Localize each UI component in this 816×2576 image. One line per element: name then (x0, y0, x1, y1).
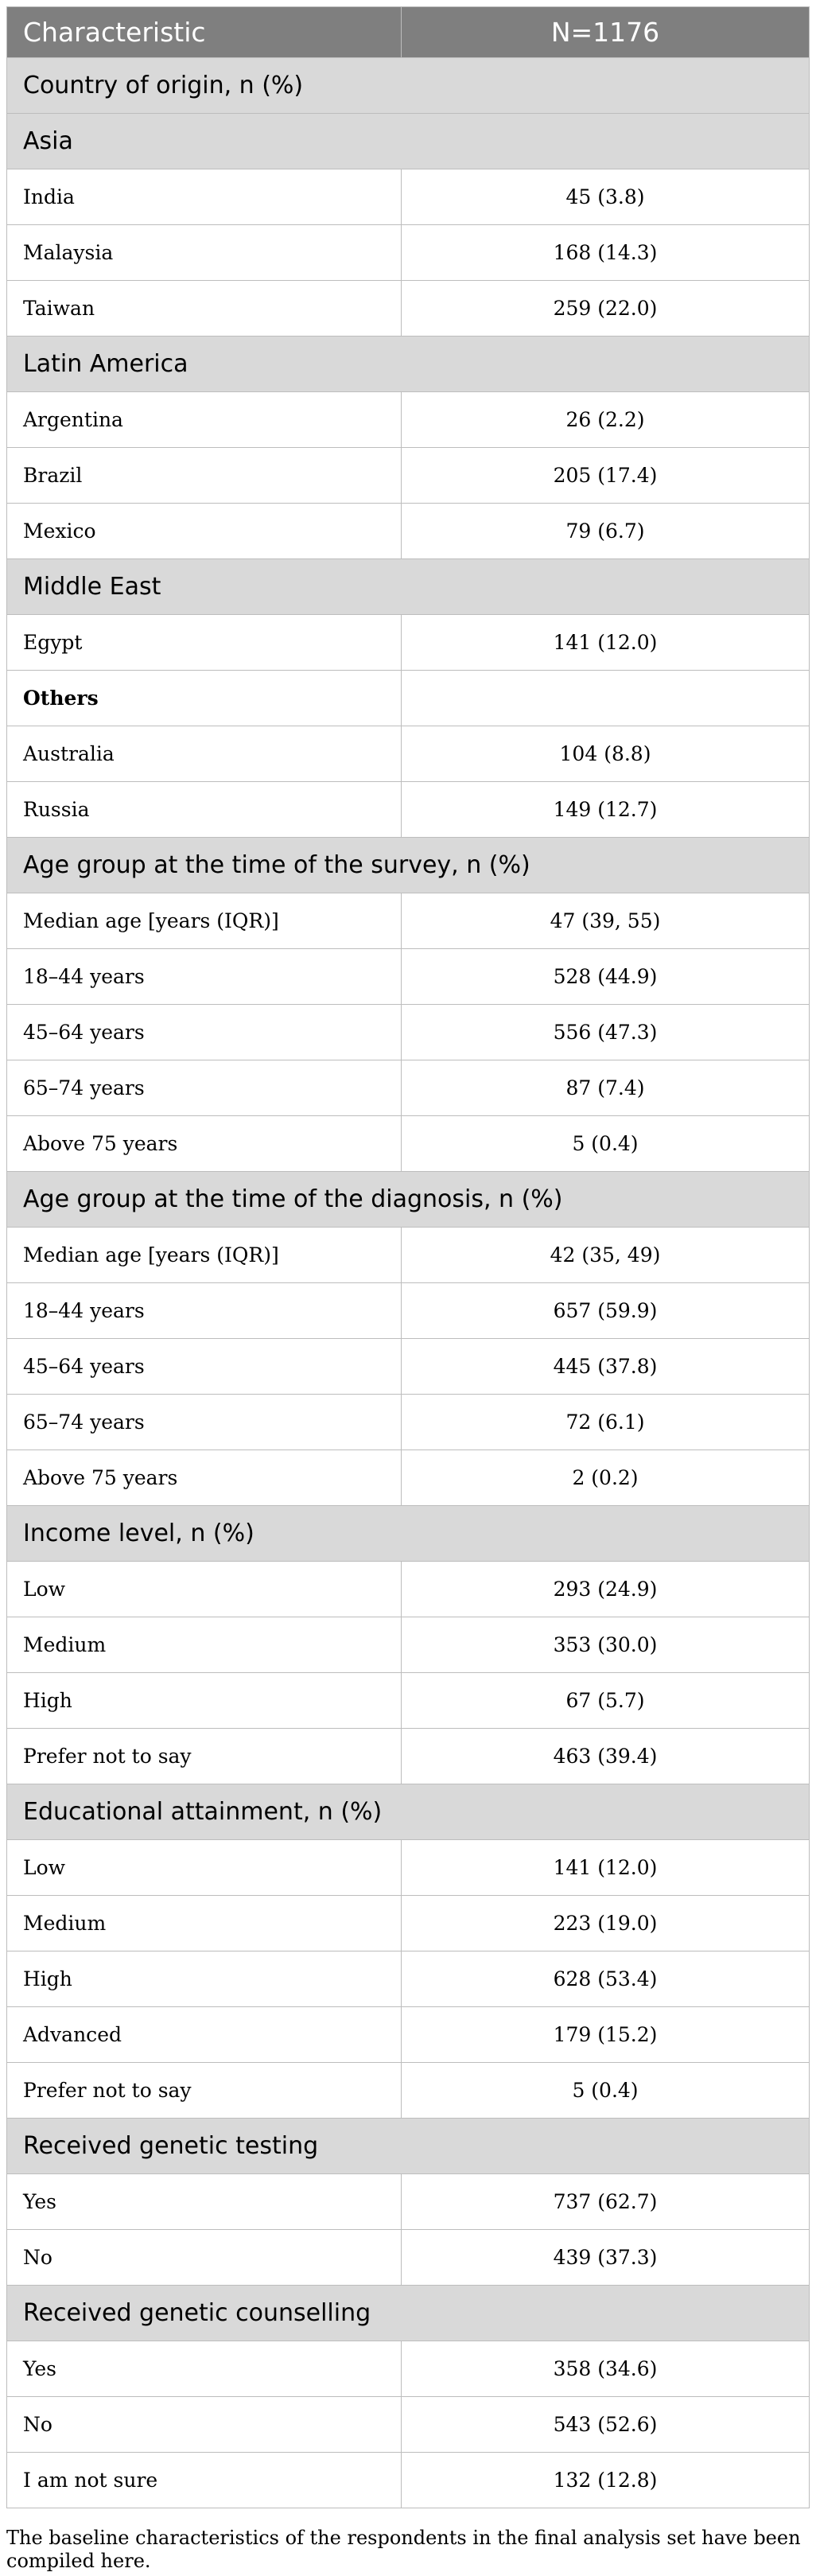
table-row (7, 1840, 810, 1896)
table-row (7, 2063, 810, 2119)
table-row (7, 1617, 810, 1673)
table-row (7, 169, 810, 225)
row-value: 259 (22.0) (402, 281, 810, 337)
section-header-row (7, 1506, 810, 1562)
header-n-total: N=1176 (402, 7, 810, 58)
row-label: Australia (7, 726, 402, 782)
row-label: Advanced (7, 2007, 402, 2063)
table-row (7, 2453, 810, 2508)
row-label: Yes (7, 2341, 402, 2397)
section-label: Income level, n (%) (7, 1506, 810, 1562)
subgroup-row (7, 671, 810, 726)
section-header-row (7, 559, 810, 615)
table-row (7, 726, 810, 782)
row-label: Prefer not to say (7, 2063, 402, 2119)
table-row (7, 893, 810, 949)
table-row (7, 1005, 810, 1060)
row-value: 358 (34.6) (402, 2341, 810, 2397)
table-row (7, 1228, 810, 1283)
row-value: 42 (35, 49) (402, 1228, 810, 1283)
row-value: 205 (17.4) (402, 448, 810, 504)
table-row (7, 1673, 810, 1729)
section-label: Received genetic counselling (7, 2286, 810, 2341)
section-label: Country of origin, n (%) (7, 58, 810, 114)
row-label: High (7, 1951, 402, 2007)
row-value: 293 (24.9) (402, 1562, 810, 1617)
row-value: 543 (52.6) (402, 2397, 810, 2453)
table-row (7, 1896, 810, 1951)
row-value: 463 (39.4) (402, 1729, 810, 1784)
table-row (7, 392, 810, 448)
row-value: 439 (37.3) (402, 2230, 810, 2286)
table-row (7, 1450, 810, 1506)
row-value: 26 (2.2) (402, 392, 810, 448)
row-value: 47 (39, 55) (402, 893, 810, 949)
table-row (7, 225, 810, 281)
section-header-row (7, 114, 810, 169)
row-label: Low (7, 1840, 402, 1896)
row-label: Median age [years (IQR)] (7, 1228, 402, 1283)
row-label: Median age [years (IQR)] (7, 893, 402, 949)
row-label: 45–64 years (7, 1339, 402, 1395)
section-header-row (7, 838, 810, 893)
section-header-row (7, 2119, 810, 2174)
row-value: 149 (12.7) (402, 782, 810, 838)
table-row (7, 1060, 810, 1116)
section-label: Received genetic testing (7, 2119, 810, 2174)
row-value: 628 (53.4) (402, 1951, 810, 2007)
section-label: Educational attainment, n (%) (7, 1784, 810, 1840)
row-value: 72 (6.1) (402, 1395, 810, 1450)
section-label: Asia (7, 114, 810, 169)
table-row (7, 782, 810, 838)
table-row (7, 448, 810, 504)
section-label: Age group at the time of the survey, n (%) (7, 838, 810, 893)
row-label: Others (7, 671, 402, 726)
row-value: 5 (0.4) (402, 2063, 810, 2119)
row-value: 2 (0.2) (402, 1450, 810, 1506)
table-row (7, 615, 810, 671)
row-label: Malaysia (7, 225, 402, 281)
row-value: 45 (3.8) (402, 169, 810, 225)
row-label: 65–74 years (7, 1395, 402, 1450)
header-characteristic: Characteristic (7, 7, 402, 58)
table-row (7, 949, 810, 1005)
row-label: Above 75 years (7, 1450, 402, 1506)
row-label: 18–44 years (7, 1283, 402, 1339)
row-value: 528 (44.9) (402, 949, 810, 1005)
row-label: Taiwan (7, 281, 402, 337)
baseline-characteristics-table (6, 6, 810, 2508)
row-value: 445 (37.8) (402, 1339, 810, 1395)
row-label: Above 75 years (7, 1116, 402, 1172)
table-row (7, 1395, 810, 1450)
section-header-row (7, 2286, 810, 2341)
row-label: Low (7, 1562, 402, 1617)
row-label: Medium (7, 1896, 402, 1951)
row-value: 179 (15.2) (402, 2007, 810, 2063)
section-header-row (7, 1172, 810, 1228)
table-row (7, 1951, 810, 2007)
row-label: 18–44 years (7, 949, 402, 1005)
section-header-row (7, 337, 810, 392)
row-label: Yes (7, 2174, 402, 2230)
table-row (7, 2230, 810, 2286)
row-label: Egypt (7, 615, 402, 671)
row-value: 5 (0.4) (402, 1116, 810, 1172)
row-value: 353 (30.0) (402, 1617, 810, 1673)
row-label: Russia (7, 782, 402, 838)
row-label: 45–64 years (7, 1005, 402, 1060)
row-label: Prefer not to say (7, 1729, 402, 1784)
row-label: Argentina (7, 392, 402, 448)
row-label: High (7, 1673, 402, 1729)
table-footnote: The baseline characteristics of the respondents in the final analysis set have been compiled here. (6, 2527, 801, 2572)
row-label: I am not sure (7, 2453, 402, 2508)
section-label: Age group at the time of the diagnosis, n (%) (7, 1172, 810, 1228)
row-value (402, 671, 810, 726)
row-label: 65–74 years (7, 1060, 402, 1116)
table-row (7, 281, 810, 337)
row-label: No (7, 2230, 402, 2286)
row-value: 67 (5.7) (402, 1673, 810, 1729)
table-body (7, 58, 810, 2508)
table-row (7, 2341, 810, 2397)
table-row (7, 2397, 810, 2453)
row-value: 223 (19.0) (402, 1896, 810, 1951)
row-value: 132 (12.8) (402, 2453, 810, 2508)
table-row (7, 2174, 810, 2230)
section-header-row (7, 58, 810, 114)
row-value: 87 (7.4) (402, 1060, 810, 1116)
row-label: Brazil (7, 448, 402, 504)
row-label: Mexico (7, 504, 402, 559)
row-value: 79 (6.7) (402, 504, 810, 559)
row-value: 168 (14.3) (402, 225, 810, 281)
section-label: Latin America (7, 337, 810, 392)
row-value: 737 (62.7) (402, 2174, 810, 2230)
table-header-row (7, 7, 810, 58)
row-value: 141 (12.0) (402, 1840, 810, 1896)
section-label: Middle East (7, 559, 810, 615)
row-label: No (7, 2397, 402, 2453)
section-header-row (7, 1784, 810, 1840)
table-row (7, 2007, 810, 2063)
row-value: 556 (47.3) (402, 1005, 810, 1060)
table-row (7, 1116, 810, 1172)
row-value: 104 (8.8) (402, 726, 810, 782)
row-label: Medium (7, 1617, 402, 1673)
table-row (7, 1562, 810, 1617)
row-value: 657 (59.9) (402, 1283, 810, 1339)
table-row (7, 504, 810, 559)
table-row (7, 1339, 810, 1395)
row-label: India (7, 169, 402, 225)
row-value: 141 (12.0) (402, 615, 810, 671)
table-row (7, 1729, 810, 1784)
table-row (7, 1283, 810, 1339)
